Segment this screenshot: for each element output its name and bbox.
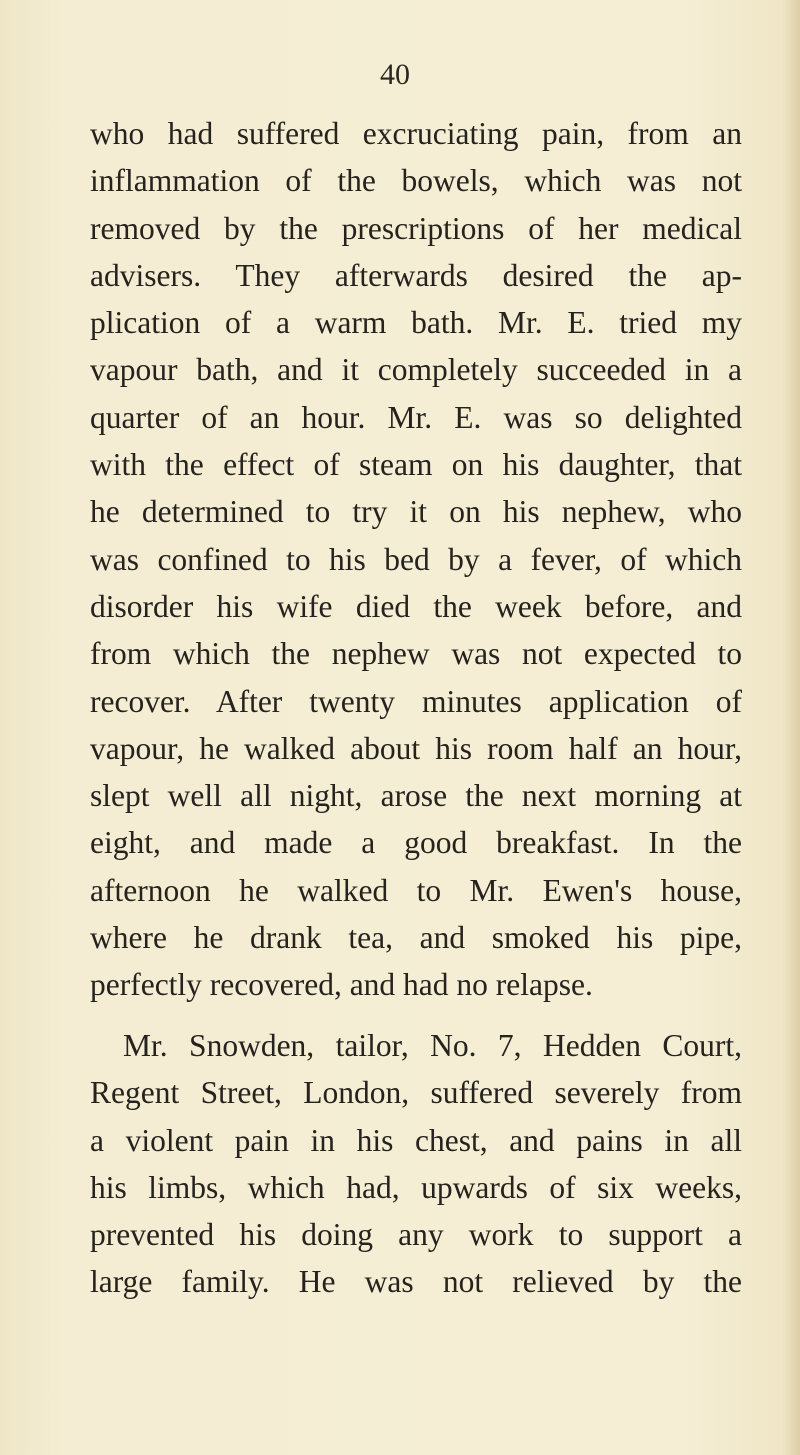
text-line: a violent pain in his chest, and pains in all	[90, 1122, 742, 1158]
text-line: prevented his doing any work to support a	[90, 1217, 742, 1253]
text-line: disorder his wife died the week before, and	[90, 588, 742, 624]
text-line: who had suffered excruciating pain, from an	[90, 116, 742, 151]
paragraph-2	[90, 1022, 742, 1306]
text-line: he determined to try it on his nephew, who	[90, 494, 742, 530]
text-line: Regent Street, London, suffered severely from	[90, 1075, 742, 1111]
text-line: slept well all night, arose the next morning at	[90, 778, 742, 814]
text-line: Mr. Snowden, tailor, No. 7, Hedden Court,	[123, 1028, 742, 1063]
text-line: his limbs, which had, upwards of six weeks,	[90, 1169, 742, 1205]
text-line: from which the nephew was not expected to	[90, 636, 742, 672]
text-line: quarter of an hour. Mr. E. was so delighted	[90, 399, 742, 435]
text-line: large family. He was not relieved by the	[90, 1264, 742, 1300]
text-line: with the effect of steam on his daughter, that	[90, 447, 742, 483]
page-edge-shadow	[782, 0, 800, 1455]
page-number: 40	[380, 58, 410, 91]
text-line: recover. After twenty minutes application of	[90, 683, 742, 719]
text-line: was confined to his bed by a fever, of which	[90, 541, 742, 577]
paragraph-1	[90, 110, 742, 1009]
text-line: afternoon he walked to Mr. Ewen's house,	[90, 872, 742, 908]
text-line: inflammation of the bowels, which was not	[90, 163, 742, 199]
text-line: where he drank tea, and smoked his pipe,	[90, 920, 742, 956]
text-line: advisers. They afterwards desired the ap-	[90, 257, 742, 293]
text-line: vapour bath, and it completely succeeded in a	[90, 352, 742, 388]
text-line: removed by the prescriptions of her medical	[90, 210, 742, 246]
text-line: plication of a warm bath. Mr. E. tried my	[90, 305, 742, 341]
text-line: eight, and made a good breakfast. In the	[90, 825, 742, 861]
text-line: perfectly recovered, and had no relapse.	[90, 967, 593, 1003]
text-line: vapour, he walked about his room half an hour,	[90, 730, 742, 766]
